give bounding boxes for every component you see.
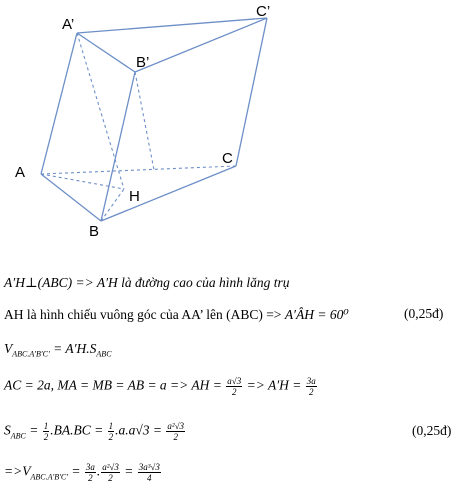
equals: = [124,463,134,479]
fraction-num: 3a³√3 [138,462,160,472]
volume-symbol: =>V [4,463,31,479]
volume-formula: = A′H.S [53,341,97,356]
fraction-num: 3a [85,462,95,472]
label-C: C [222,150,233,167]
edge-B-C [101,166,236,221]
volume-symbol: V [4,341,13,356]
equals: = [71,463,81,479]
edge-A1-B1 [77,33,135,72]
solution-line-5 [4,421,186,445]
hidden-edge-A-C [41,166,236,174]
solution-line-4 [4,376,318,397]
solution-line-1: A′H⊥(ABC) => A′H là đường cao của hình lăng trụ [4,275,290,290]
fraction-area [166,421,185,442]
solution-line-3 [4,340,112,364]
fraction-A1H [306,376,317,397]
label-A-prime: A’ [62,16,75,33]
volume-subscript: ABC.A′B′C′ [30,472,68,482]
fraction-den: 2 [309,387,314,397]
angle-value: A′ÂH = 60⁰ [284,307,349,322]
fraction-area [101,462,120,483]
fraction-volume [138,462,161,483]
fraction-height [85,462,96,483]
edge-A1-C1 [77,18,267,33]
area-subscript: ABC [96,349,112,359]
fraction-den: 2 [108,432,114,442]
label-C-prime: C’ [256,3,271,20]
line4-mid: => A′H = [246,377,302,393]
score-1: (0,25đ) [404,306,444,321]
fraction-num: a²√3 [102,462,119,472]
edge-A-A1 [41,33,77,174]
hidden-B1-M [135,72,154,170]
area-subscript: ABC [10,431,26,441]
equals: = [29,422,39,438]
edge-C-C1 [236,18,267,166]
altitude-A1-H [77,33,124,189]
score-2: (0,25đ) [412,423,452,438]
label-B-prime: B’ [136,54,150,71]
fraction-num: 1 [43,421,49,431]
solution-line-2 [4,306,349,324]
fraction-num: a√3 [227,376,242,386]
fraction-den: 2 [173,432,178,442]
line4-text: AC = 2a, MA = MB = AB = a => AH = [4,377,222,393]
fraction-den: 2 [231,387,237,397]
fraction-num: a²√3 [167,421,185,431]
fraction-half [43,421,50,442]
line2-text: AH là hình chiếu vuông góc của AA’ lên (ABC) => [4,307,285,322]
solution-line-6 [4,462,162,486]
area-symbol: S [4,422,11,438]
label-A: A [15,164,26,181]
fraction-half-2 [108,421,115,442]
fraction-AH [226,376,242,397]
fraction-den: 4 [147,473,152,483]
fraction-den: 2 [108,473,113,483]
fraction-den: 2 [43,432,49,442]
label-H: H [129,188,140,205]
volume-subscript: ABC.A′B′C′ [12,349,50,359]
fraction-num: 3a [306,376,316,386]
edge-A-B [41,174,101,221]
line5-mid1: .BA.BC = [50,422,104,438]
fraction-den: 2 [88,473,93,483]
edge-B1-C1 [135,18,267,72]
label-B: B [89,223,100,240]
dot: . [96,463,101,479]
fraction-num: 1 [108,421,114,431]
line5-mid2: .a.a√3 = [115,422,162,438]
